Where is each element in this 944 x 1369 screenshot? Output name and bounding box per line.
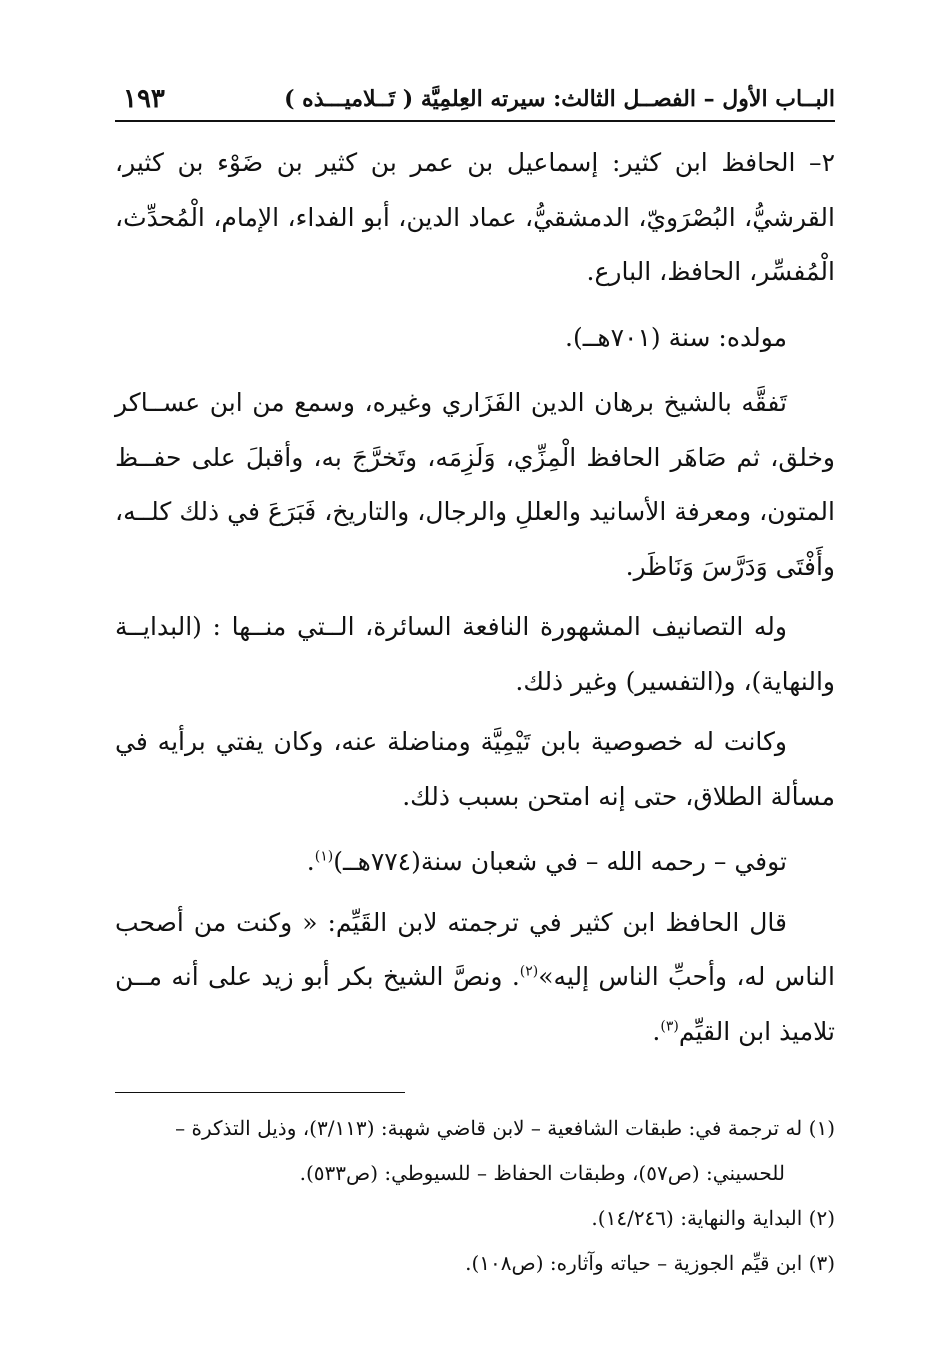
footnote-1: (١) له ترجمة في: طبقات الشافعية – لابن قاضي شهبة: (٣/١١٣)، وذيل التذكرة – xyxy=(175,1116,835,1140)
page-number: ١٩٣ xyxy=(123,84,165,114)
paragraph-birth: مولده: سنة (٧٠١هــ). xyxy=(565,322,787,352)
footnote-separator xyxy=(115,1092,405,1093)
paragraph-ibn-taymiyya: وكانت له خصوصية بابن تَيْمِيَّة ومناضلة عنه، وكان يفتي برأيه في مسألة الطلاق، حتى إنه امتحن بسبب ذلك. xyxy=(115,727,835,811)
paragraph-ibn-kathir-name: ٢– الحافظ ابن كثير: إسماعيل بن عمر بن كثير بن ضَوْء بن كثير، القرشيُّ، البُصْرَويّ، الدمشقيُّ، عماد الدين، أبو الفداء، الإمام، الْمُحدِّث، الْمُفسِّر، الحافظ، البارع. xyxy=(115,148,835,286)
footnote-3: (٣) ابن قيِّم الجوزية – حياته وآثاره: (ص١٠٨). xyxy=(465,1251,835,1275)
paragraph-quote: قال الحافظ ابن كثير في ترجمته لابن القَيِّم: « وكنت من أصحب الناس له، وأحبِّ الناس إليه»$^{(٢)}$. ونصَّ الشيخ بكر أبو زيد على أنه مــن تلاميذ ابن القيِّم$^{(٣)}$. xyxy=(115,907,835,1046)
paragraph-death: توفي – رحمه الله – في شعبان سنة(٧٧٤هــ)$^{(١)}$. xyxy=(306,847,787,876)
paragraph-studies: تَفقَّه بالشيخ برهان الدين الفَزَاري وغيره، وسمع من ابن عســاكر وخلق، ثم صَاهَر الحافظ الْمِزِّي، وَلَزِمَه، وتَخرَّجَ به، وأقبلَ على حفــظ المتون، ومعرفة الأسانيد والعللِ والرجال، والتاريخ، فَبَرَعَ في ذلك كلــه، وأَفْتَى وَدَرَّسَ وَنَاظَر. xyxy=(115,388,835,581)
header-title: البــاب الأول – الفصــل الثالث: سيرته العِلمِيَّة ( تَــلاميـــذه ) xyxy=(284,86,835,112)
running-header xyxy=(115,84,835,122)
quote-text: قال الحافظ ابن كثير في ترجمته لابن القَيِّم: « وكنت من أصحب الناس له، وأحبِّ الناس إليه» xyxy=(115,907,835,991)
quote-continuation: . ونصَّ الشيخ بكر أبو زيد على أنه مــن تلاميذ ابن القيِّم xyxy=(115,962,835,1046)
footnote-ref-2: (٢) xyxy=(519,963,539,980)
footnote-ref-1: (١) xyxy=(314,848,334,865)
paragraph-works: وله التصانيف المشهورة النافعة السائرة، الــتي منــها : (البدايــة والنهاية)، و(التفسير) وغير ذلك. xyxy=(115,612,835,696)
footnote-1-continuation: للحسيني: (ص٥٧)، وطبقات الحفاظ – للسيوطي: (ص٥٣٣). xyxy=(299,1161,785,1185)
footnotes xyxy=(115,1106,835,1286)
main-text xyxy=(115,136,835,1059)
footnote-ref-3: (٣) xyxy=(660,1018,679,1035)
footnote-2: (٢) البداية والنهاية: (١٤/٢٤٦). xyxy=(591,1206,835,1230)
death-text: توفي – رحمه الله – في شعبان سنة(٧٧٤هــ) xyxy=(333,847,787,876)
book-page xyxy=(115,84,835,1354)
